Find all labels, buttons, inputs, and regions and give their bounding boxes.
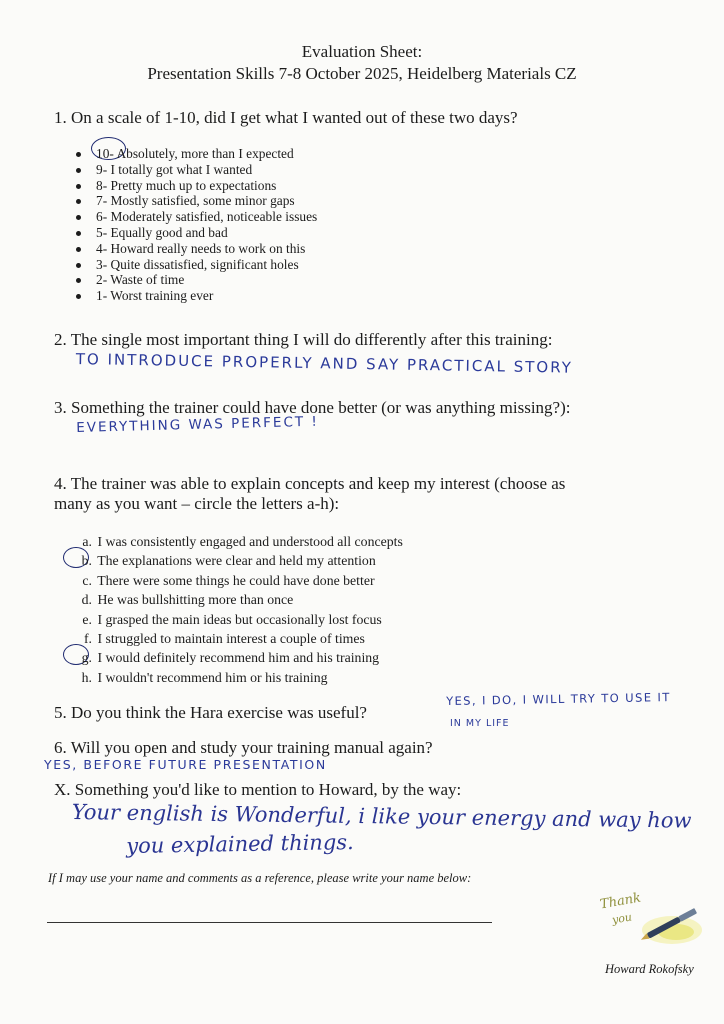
trainer-option [58,629,403,648]
answer-x-handwritten-line-1: Your english is Wonderful, i like your energy and way how [71,800,692,833]
answer-3-handwritten: EVERYTHING WAS PERFECT ! [76,413,320,436]
option-letter: e. [82,611,92,627]
option-letter: f. [83,630,92,646]
option-letter: a. [82,534,92,549]
question-3: 3. Something the trainer could have done better (or was anything missing?): [54,398,571,417]
option-letter: b. [81,553,92,569]
scale-option: 5- Equally good and bad [74,225,317,241]
scale-option: 6- Moderately satisfied, noticeable issues [74,209,317,225]
trainer-option [58,571,403,590]
option-text: He was bullshitting more than once [97,592,294,608]
scale-option: 8- Pretty much up to expectations [74,178,317,194]
scale-option: 3- Quite dissatisfied, significant holes [74,257,317,273]
question-4-line-2: many as you want – circle the letters a-h): [54,494,340,513]
option-text: I grasped the main ideas but occasionally lost focus [97,611,382,627]
scale-option: 10- Absolutely, more than I expected [74,146,317,162]
question-x: X. Something you'd like to mention to Howard, by the way: [54,780,462,799]
sheet-subtitle: Presentation Skills 7-8 October 2025, Heidelberg Materials CZ [147,64,577,83]
thank-you-word-2: you [611,910,633,927]
option-letter: c. [82,572,92,588]
question-2: 2. The single most important thing I will do differently after this training: [54,330,553,349]
reference-note: If I may use your name and comments as a reference, please write your name below: [48,871,472,885]
option-text: I struggled to maintain interest a couple of times [97,630,365,646]
question-5: 5. Do you think the Hara exercise was useful? [54,703,367,722]
trainer-signature-name: Howard Rokofsky [605,962,694,976]
answer-2-handwritten: TO INTRODUCE PROPERLY AND SAY PRACTICAL STORY [75,350,573,377]
scale-option: 2- Waste of time [74,272,317,288]
option-letter: g. [81,650,92,666]
trainer-option [58,668,403,687]
scale-option: 1- Worst training ever [74,288,317,304]
trainer-option [58,590,403,609]
scale-options-list [74,146,317,304]
option-letter: d. [81,592,92,608]
question-4-line-1: 4. The trainer was able to explain concepts and keep my interest (choose as [54,474,566,493]
trainer-option [58,610,403,629]
option-text: There were some things he could have done better [97,572,375,588]
thank-you-pen-logo [586,874,714,958]
trainer-option [58,532,403,551]
trainer-option [58,648,403,667]
question-6: 6. Will you open and study your training manual again? [54,738,433,757]
option-text: I was consistently engaged and understood all concepts [97,534,403,549]
option-text: I wouldn't recommend him or his training [97,669,328,685]
name-signature-line [47,922,492,923]
answer-x-handwritten-line-2: you explained things. [126,830,354,858]
question-1: 1. On a scale of 1-10, did I get what I wanted out of these two days? [54,108,518,127]
scale-option: 4- Howard really needs to work on this [74,241,317,257]
answer-6-handwritten: YES, BEFORE FUTURE PRESENTATION [44,757,327,772]
scale-option: 7- Mostly satisfied, some minor gaps [74,193,317,209]
scale-option: 9- I totally got what I wanted [74,162,317,178]
option-text: I would definitely recommend him and his training [97,650,380,666]
sheet-title: Evaluation Sheet: [301,42,423,61]
thank-you-word-1: Thank [599,890,643,913]
option-text: The explanations were clear and held my attention [97,553,376,569]
option-letter: h. [81,669,92,685]
answer-5-handwritten-line-2: IN MY LIFE [450,718,510,729]
answer-5-handwritten-line-1: YES, I DO, I WILL TRY TO USE IT [446,690,671,708]
trainer-option [58,551,403,570]
trainer-options-list [58,532,403,687]
